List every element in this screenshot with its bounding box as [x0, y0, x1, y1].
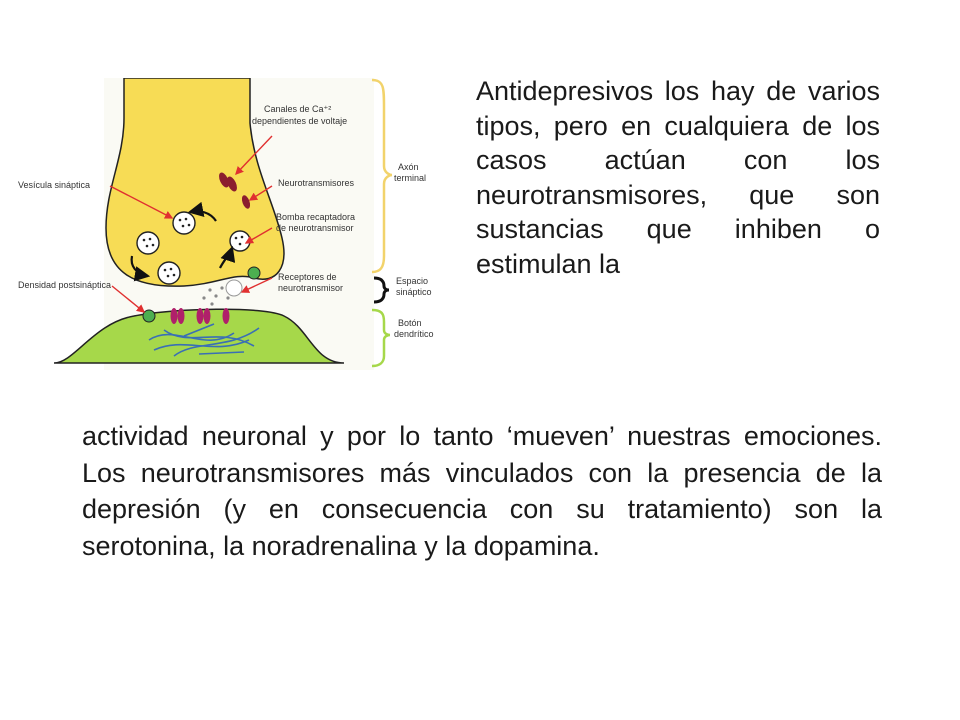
label-neurotransmitters: Neurotransmisores: [278, 178, 355, 188]
postsynaptic-density-marker: [143, 310, 155, 322]
bracket-axon-terminal: [372, 80, 392, 272]
label-reuptake-pump: Bomba recaptadora: [276, 212, 356, 222]
bracket-synaptic-space: [374, 278, 389, 302]
label-receptors-2: neurotransmisor: [278, 283, 344, 293]
label-dendritic-button: Botón: [398, 318, 422, 328]
label-synaptic-vesicle: Vesícula sináptica: [18, 180, 91, 190]
bracket-dendritic-button: [372, 310, 390, 366]
label-calcium-channels: Canales de Ca⁺²: [264, 104, 332, 114]
label-receptors: Receptores de: [278, 272, 337, 282]
label-dendritic-button-2: dendrítico: [394, 329, 434, 339]
label-axon: Axón: [398, 162, 419, 172]
label-axon-2: terminal: [394, 173, 427, 183]
label-reuptake-pump-2: de neurotransmisor: [276, 223, 354, 233]
body-paragraph: actividad neuronal y por lo tanto ‘mueven’ nuestras emociones. Los neurotransmisores más vinculados con la presencia de la depresión (y en consecuencia con su tratamiento) son la serotonina, la noradrenalina y la dopamina.: [82, 421, 882, 561]
label-postsynaptic-density: Densidad postsináptica: [18, 280, 112, 290]
intro-paragraph: Antidepresivos los hay de varios tipos, pero en cualquiera de los casos actúan con los neurotransmisores, que son sustancias que inhiben o estimulan la: [476, 76, 880, 279]
synapse-illustration: [14, 78, 450, 370]
label-synaptic-space-2: sináptico: [396, 287, 432, 297]
reuptake-pump: [248, 267, 260, 279]
label-calcium-channels-2: dependientes de voltaje: [252, 116, 348, 126]
reuptake-vesicle: [226, 280, 242, 296]
synapse-diagram: [14, 78, 450, 370]
label-synaptic-space: Espacio: [396, 276, 429, 286]
